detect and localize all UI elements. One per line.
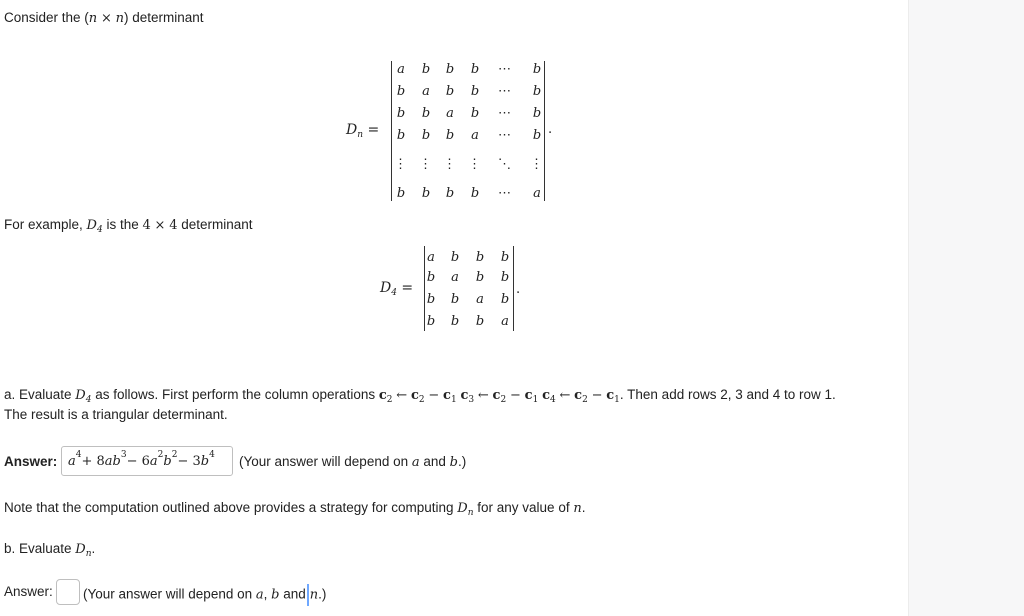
dn-cell-0-3: b [470, 62, 480, 77]
d4-cell-3-0: b [426, 314, 436, 329]
answer-b-hint: (Your answer will depend on a, b and n.) [83, 584, 326, 606]
dn-cell-1-0: b [396, 84, 406, 99]
right-side-panel [908, 0, 1024, 616]
dn-cell-4-4: ⋱ [498, 157, 512, 172]
d4-cell-1-2: b [475, 270, 485, 285]
d4-cell-0-1: b [450, 250, 460, 265]
part-a-text: a. Evaluate $D_4$ as follows. First perform the column operations $c_2$ ← $c_2 - c_1$ $c_3$ ← $c_2 - c_1$ $c_4$ ← $c_2 - c_1$. Then add rows 2, 3 and 4 to row 1. [4, 387, 836, 405]
part-b-text: b. Evaluate $D_n$. [4, 541, 96, 559]
dn-cell-2-2: a [446, 106, 454, 121]
dn-cell-5-4: ⋯ [498, 186, 512, 201]
dn-cell-3-4: ⋯ [498, 128, 512, 143]
dn-cell-0-5: b [532, 62, 542, 77]
dn-cell-3-2: b [445, 128, 455, 143]
dn-cell-5-2: b [445, 186, 455, 201]
d4-cell-1-1: a [451, 270, 459, 285]
text-cursor [307, 584, 309, 606]
dn-period: . [548, 122, 553, 137]
d4-cell-2-1: b [450, 292, 460, 307]
dn-cell-1-2: b [445, 84, 455, 99]
d4-cell-0-3: b [500, 250, 510, 265]
dn-cell-2-0: b [396, 106, 406, 121]
dn-cell-5-3: b [470, 186, 480, 201]
dn-cell-0-1: b [421, 62, 431, 77]
d4-cell-3-2: b [475, 314, 485, 329]
dn-cell-4-2: ⋮ [443, 157, 457, 172]
dn-left-bar [391, 61, 392, 201]
d4-cell-2-3: b [500, 292, 510, 307]
dn-cell-2-5: b [532, 106, 542, 121]
dn-cell-1-5: b [532, 84, 542, 99]
dn-cell-1-1: a [422, 84, 430, 99]
dn-cell-4-5: ⋮ [530, 157, 544, 172]
answer-a-hint: (Your answer will depend on a and b.) [239, 454, 467, 470]
d4-cell-1-0: b [426, 270, 436, 285]
d4-label: $D_4$ = [380, 280, 414, 298]
part-a-text-line2: The result is a triangular determinant. [4, 407, 228, 422]
d4-cell-2-2: a [476, 292, 484, 307]
d4-cell-3-1: b [450, 314, 460, 329]
dn-cell-5-1: b [421, 186, 431, 201]
dn-cell-1-3: b [470, 84, 480, 99]
dn-cell-3-5: b [532, 128, 542, 143]
dn-cell-4-1: ⋮ [419, 157, 433, 172]
d4-cell-0-2: b [475, 250, 485, 265]
d4-cell-1-3: b [500, 270, 510, 285]
dn-label: $D_n$ = [346, 122, 380, 140]
example-text: For example, $D_4$ is the 4 × 4 determinant [4, 217, 253, 235]
answer-b-label: Answer: [4, 584, 53, 599]
d4-cell-0-0: a [427, 250, 435, 265]
dn-cell-2-3: b [470, 106, 480, 121]
d4-cell-2-0: b [426, 292, 436, 307]
answer-b-field[interactable] [56, 579, 80, 605]
intro-text: Consider the (n × n) determinant [4, 10, 204, 26]
dn-cell-5-5: a [533, 186, 541, 201]
answer-a-field[interactable]: a 4 + 8 ab 3 − 6 a 2 b 2 − 3 b 4 [61, 446, 233, 476]
dn-cell-3-1: b [421, 128, 431, 143]
d4-right-bar [513, 246, 514, 331]
d4-period: . [516, 282, 521, 297]
dn-cell-3-3: a [471, 128, 479, 143]
dn-cell-3-0: b [396, 128, 406, 143]
d4-cell-3-3: a [501, 314, 509, 329]
dn-cell-0-2: b [445, 62, 455, 77]
note-text: Note that the computation outlined above provides a strategy for computing $D_n$ for any value of n. [4, 500, 586, 518]
answer-a-label: Answer: [4, 454, 58, 469]
dn-cell-0-0: a [397, 62, 405, 77]
dn-cell-1-4: ⋯ [498, 84, 512, 99]
dn-cell-4-0: ⋮ [394, 157, 408, 172]
dn-cell-2-1: b [421, 106, 431, 121]
dn-cell-2-4: ⋯ [498, 106, 512, 121]
dn-cell-5-0: b [396, 186, 406, 201]
dn-cell-4-3: ⋮ [468, 157, 482, 172]
dn-cell-0-4: ⋯ [498, 62, 512, 77]
